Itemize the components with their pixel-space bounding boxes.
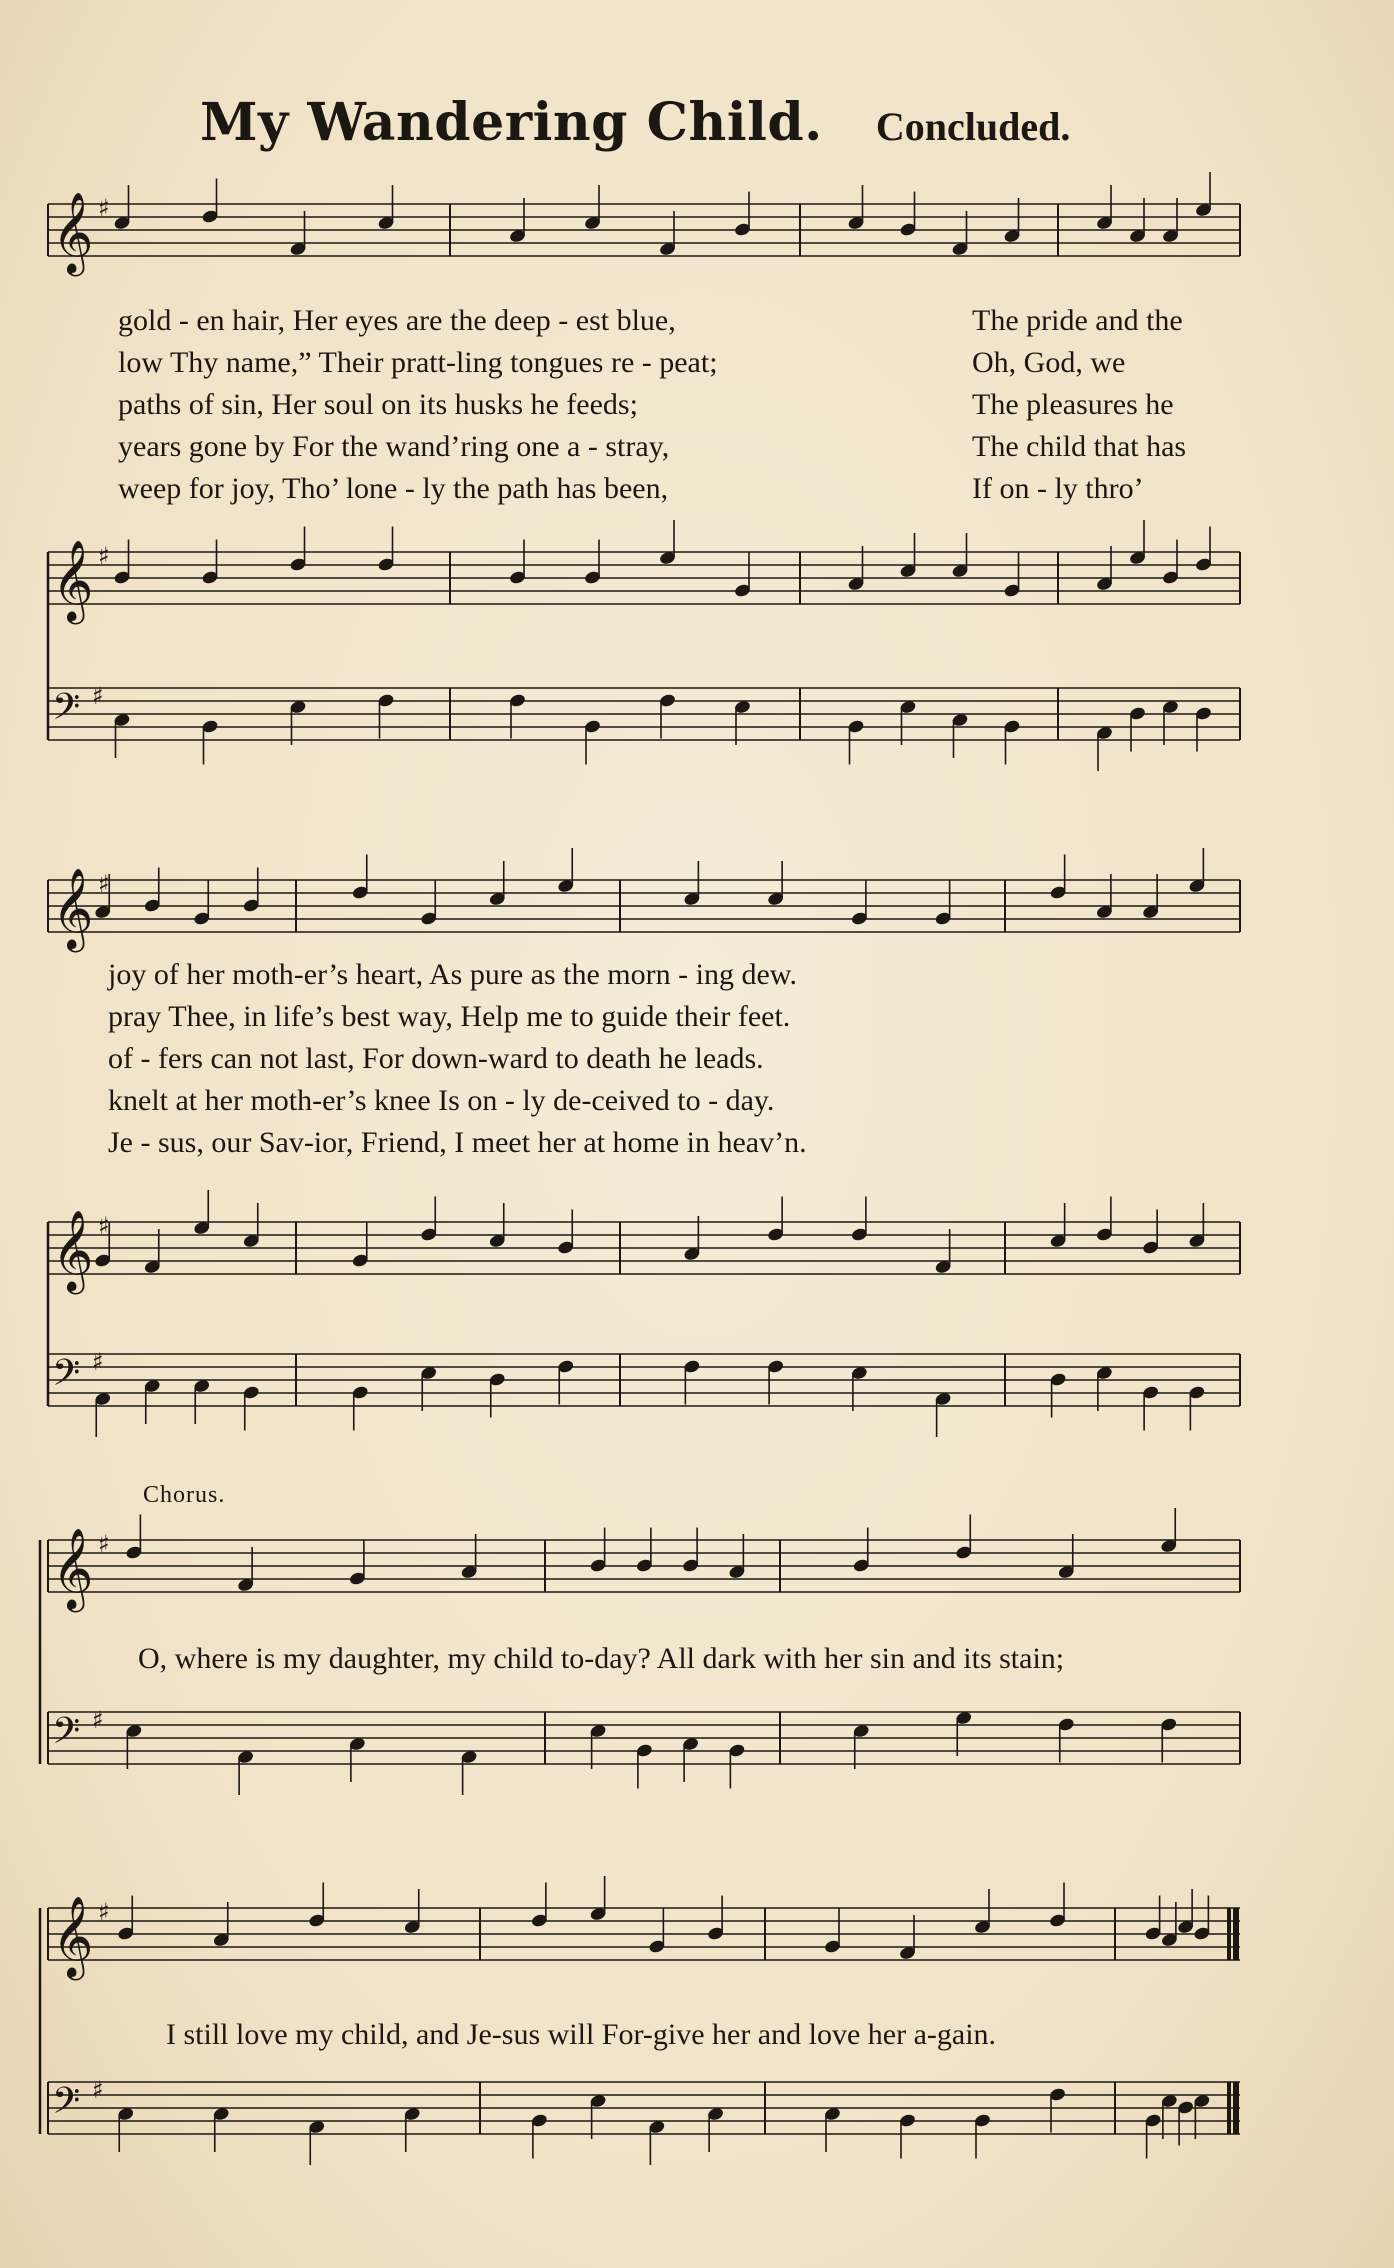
verses-part1-end [972, 300, 1186, 510]
verse-end-1: The pride and the [972, 304, 1183, 337]
key-signature-sharp-icon: ♯ [92, 1348, 104, 1376]
song-title: My Wandering Child. [200, 92, 823, 153]
verse2-line-3: of - fers can not last, For down-ward to death he leads. [108, 1042, 764, 1075]
verse-end-5: If on - ly thro’ [972, 472, 1144, 505]
key-signature-sharp-icon: ♯ [98, 1530, 110, 1558]
key-signature-sharp-icon: ♯ [92, 2076, 104, 2104]
verse-line-5: weep for joy, Tho’ lone - ly the path has been, [118, 472, 669, 505]
chorus-lyric-line-2: I still love my child, and Je-sus will For-give her and love her a-gain. [166, 2018, 997, 2051]
chorus-label: Chorus. [143, 1482, 226, 1508]
verses-part2 [108, 954, 807, 1164]
treble-clef-icon: 𝄞 [52, 1527, 94, 1609]
treble-clef-icon: 𝄞 [52, 1895, 94, 1977]
key-signature-sharp-icon: ♯ [98, 1898, 110, 1926]
verse2-line-4: knelt at her moth-er’s knee Is on - ly de-ceived to - day. [108, 1084, 775, 1117]
verse-line-4: years gone by For the wand’ring one a - stray, [118, 430, 670, 463]
verse-end-4: The child that has [972, 430, 1187, 463]
verse2-line-2: pray Thee, in life’s best way, Help me to guide their feet. [108, 1000, 791, 1033]
key-signature-sharp-icon: ♯ [92, 682, 104, 710]
key-signature-sharp-icon: ♯ [98, 1212, 110, 1240]
verse-line-2: low Thy name,” Their pratt-ling tongues re - peat; [118, 346, 718, 379]
verses-part1 [118, 300, 718, 510]
chorus-lyric-line-1: O, where is my daughter, my child to-day? All dark with her sin and its stain; [138, 1642, 1065, 1675]
verse2-line-5: Je - sus, our Sav-ior, Friend, I meet her at home in heav’n. [108, 1126, 807, 1159]
verse-end-2: Oh, God, we [972, 346, 1126, 379]
key-signature-sharp-icon: ♯ [98, 542, 110, 570]
key-signature-sharp-icon: ♯ [98, 870, 110, 898]
bass-clef-icon: 𝄢 [52, 1710, 81, 1761]
verse-end-3: The pleasures he [972, 388, 1174, 421]
treble-clef-icon: 𝄞 [52, 1209, 94, 1291]
bass-clef-icon: 𝄢 [52, 686, 81, 737]
song-subtitle: Concluded. [875, 104, 1071, 149]
treble-clef-icon: 𝄞 [52, 867, 94, 949]
treble-clef-icon: 𝄞 [52, 539, 94, 621]
verse2-line-1: joy of her moth-er’s heart, As pure as the morn - ing dew. [108, 958, 797, 991]
bass-clef-icon: 𝄢 [52, 2080, 81, 2131]
bass-clef-icon: 𝄢 [52, 1352, 81, 1403]
verse-line-3: paths of sin, Her soul on its husks he feeds; [118, 388, 638, 421]
verse-line-1: gold - en hair, Her eyes are the deep - est blue, [118, 304, 676, 337]
key-signature-sharp-icon: ♯ [92, 1706, 104, 1734]
key-signature-sharp-icon: ♯ [98, 194, 110, 222]
treble-clef-icon: 𝄞 [52, 191, 94, 273]
